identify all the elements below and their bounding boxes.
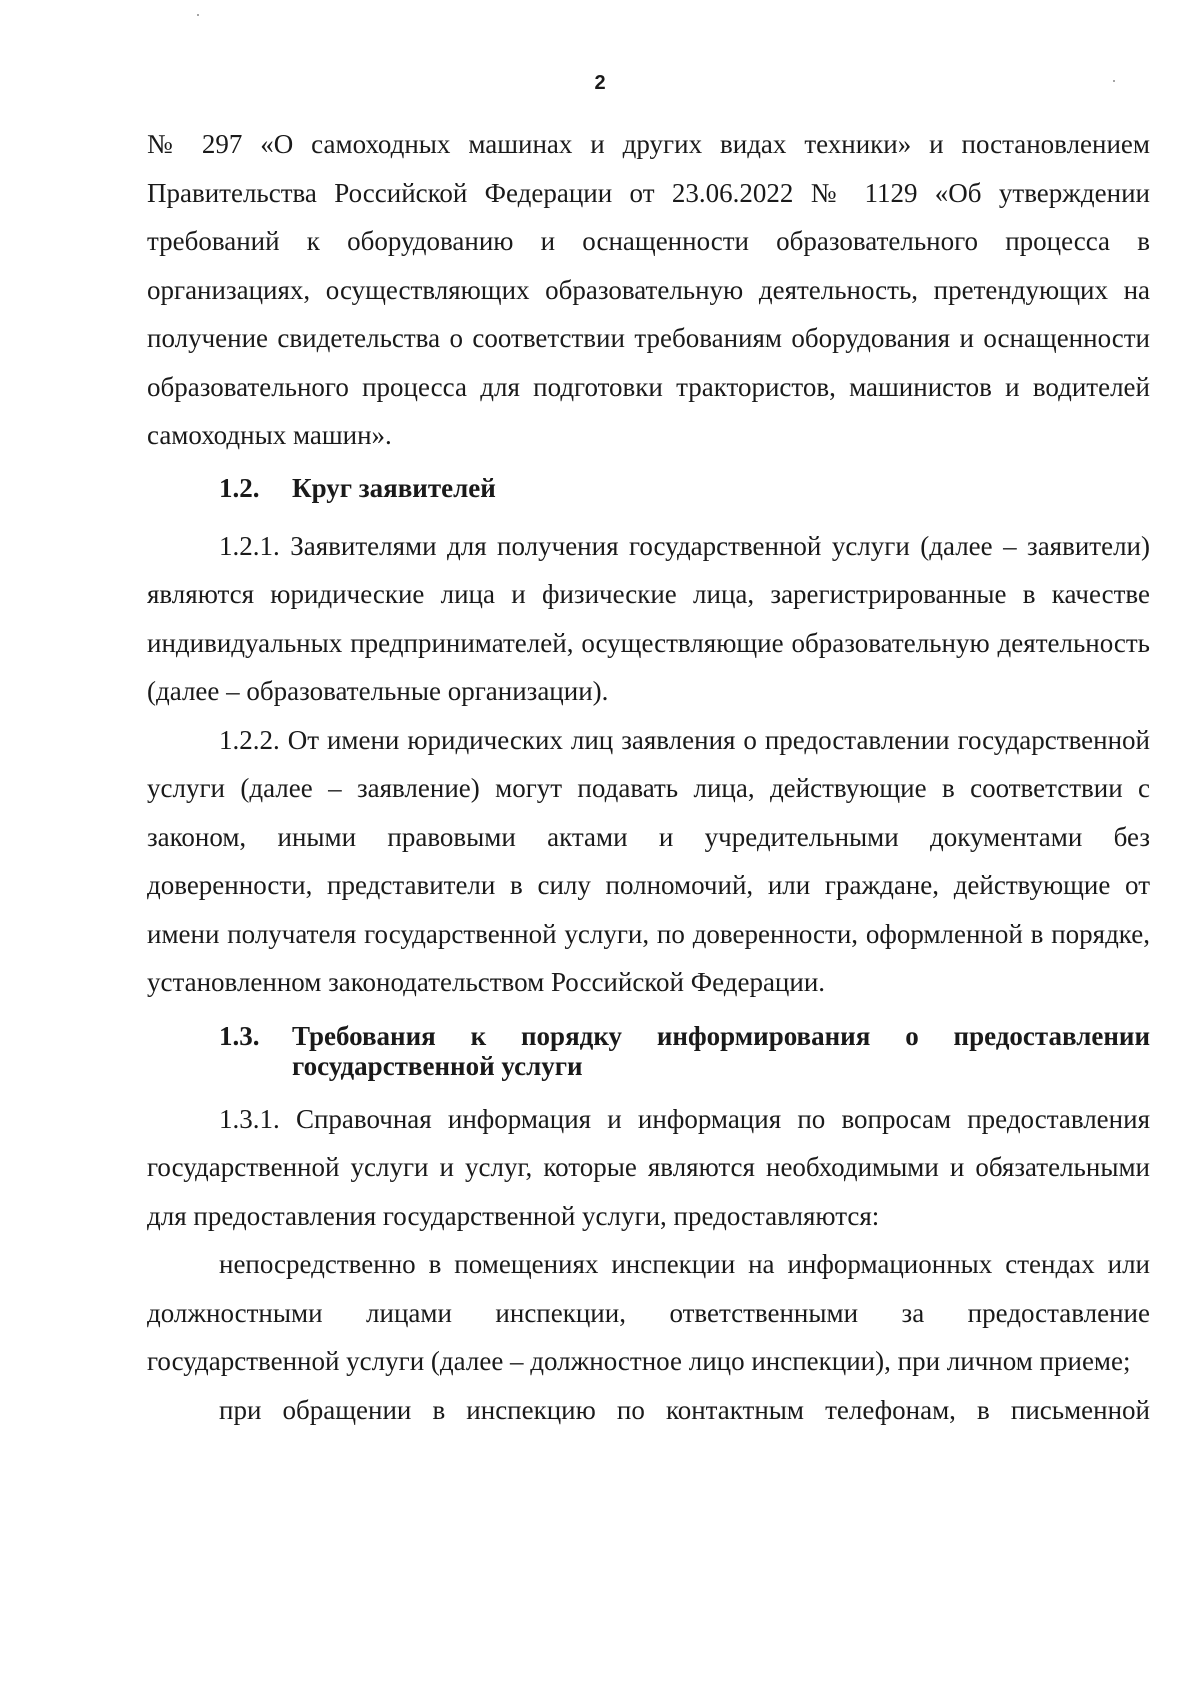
paragraph-continuation: № 297 «О самоходных машинах и других видах техники» и постановлением Правительства Российской Федерации от 23.06.2022 № 1129 «Об утверждении требований к оборудованию и оснащенности образовательного процесса в организациях, осуществляющих образовательную деятельность, претендующих на получение свидетельства о соответствии требованиям оборудования и оснащенности образовательного процесса для подготовки трактористов, машинистов и водителей самоходных машин». — [147, 129, 1150, 450]
paragraph-phone-info: при обращении в инспекцию по контактным телефонам, в письменной — [219, 1394, 1150, 1425]
section-number: 1.3. — [219, 1020, 260, 1051]
section-heading-1-3 — [147, 1021, 1150, 1081]
paragraph-1-3-1: 1.3.1. Справочная информация и информация по вопросам предоставления государственной услуги и услуг, которые являются необходимыми и обязательными для предоставления государственной услуги, предоставляются: — [147, 1103, 1150, 1231]
section-title: Требования к порядку информирования о предоставлении государственной услуги — [292, 1020, 1150, 1081]
scan-speck — [197, 14, 199, 16]
paragraph-direct-info: непосредственно в помещениях инспекции на информационных стендах или должностными лицами инспекции, ответственными за предоставление государственной услуги (далее – должностное лицо инспекции), при личном приеме; — [147, 1249, 1150, 1376]
page-number: 2 — [594, 72, 606, 94]
paragraph-1-2-2: 1.2.2. От имени юридических лиц заявления о предоставлении государственной услуги (далее – заявление) могут подавать лица, действующие в соответствии с законом, иными правовыми актами и учредительными документами без доверенности, представители в силу полномочий, или граждане, действующие от имени получателя государственной услуги, по доверенности, оформленной в порядке, установленном законодательством Российской Федерации. — [147, 724, 1150, 997]
document-body — [147, 120, 1150, 1434]
section-heading-1-2 — [147, 464, 1150, 512]
section-number: 1.2. — [219, 472, 260, 503]
section-title: Круг заявителей — [292, 472, 496, 503]
paragraph-1-2-1: 1.2.1. Заявителями для получения государственной услуги (далее – заявители) являются юридические лица и физические лица, зарегистрированные в качестве индивидуальных предпринимателей, осуществляющие образовательную деятельность (далее – образовательные организации). — [147, 530, 1150, 706]
